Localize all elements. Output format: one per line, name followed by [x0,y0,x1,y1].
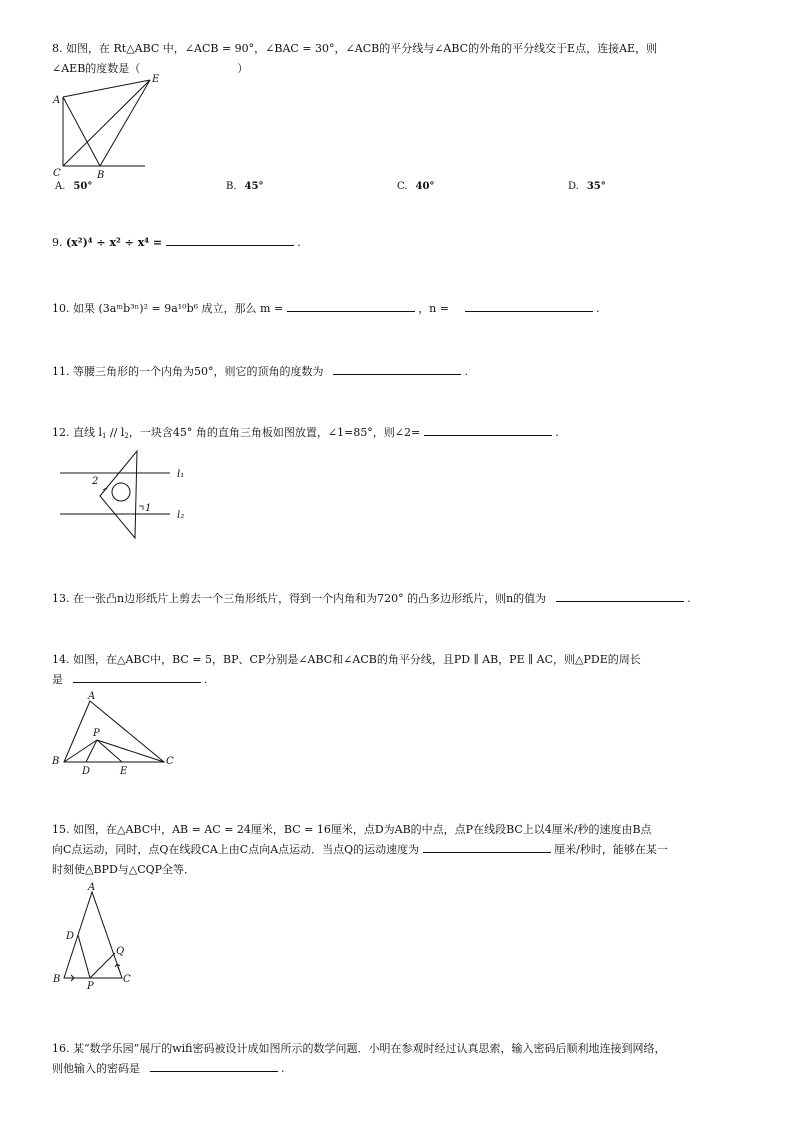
q8-label-b: B [97,170,105,180]
q12-angle1-label: 1 [145,503,152,514]
q9-expression: (x²)⁴ ÷ x² ÷ x⁴ = [66,236,163,249]
q8-choice-b-value: 45° [244,181,264,192]
q8-label-e: E [152,74,160,85]
question-15 [52,820,752,880]
q12-text-c: ，一块含45° 角的直角三角板如图放置，∠1=85°，则∠2= [128,426,421,439]
q15-label-b: B [53,974,61,985]
q11-number: 11. [52,365,70,378]
q8-text-line2: ∠AEB的度数是（ [52,62,141,75]
question-13 [52,589,752,609]
q13-answer-blank[interactable] [556,589,684,602]
q10-m-blank[interactable] [287,299,415,312]
q15-answer-blank[interactable] [423,840,551,853]
q8-choice-c[interactable] [397,181,434,192]
q12-sub2: 2 [124,432,129,440]
q12-sub1: 1 [102,432,107,440]
q14-number: 14. [52,653,70,666]
q8-choice-d[interactable] [568,181,606,192]
q11-text: 等腰三角形的一个内角为50°，则它的顶角的度数为 [73,365,324,378]
q8-label-a: A [53,95,61,106]
q8-text-line1: 如图，在 Rt△ABC 中，∠ACB = 90°，∠BAC = 30°，∠ACB的平分线与∠ABC的外角的平分线交于E点，连接AE，则 [66,42,658,55]
q14-label-e: E [120,766,128,775]
question-11 [52,362,752,382]
q14-text-line2: 是 [52,673,63,686]
q15-label-d: D [66,931,75,942]
q14-label-c: C [166,756,174,767]
q15-number: 15. [52,823,70,836]
question-16 [52,1039,752,1079]
q14-answer-blank[interactable] [73,670,201,683]
q15-text-line1: 如图，在△ABC中，AB = AC = 24厘米，BC = 16厘米，点D为AB的中点，点P在线段BC上以4厘米/秒的速度由B点 [73,823,652,836]
q8-choice-a[interactable] [55,181,92,192]
q12-figure [55,448,195,546]
q15-label-p: P [87,981,94,990]
q15-figure [50,878,140,993]
q10-number: 10. [52,302,70,315]
q10-n-blank[interactable] [465,299,593,312]
q8-choice-c-value: 40° [415,181,435,192]
q10-text: 如果 (3aᵐb³ⁿ)² = 9a¹⁰b⁶ 成立，那么 m = [73,302,284,315]
q12-l1-label: l₁ [177,469,185,480]
question-9 [52,233,752,253]
q16-text-line1: 某“数学乐园”展厅的wifi密码被设计成如图所示的数学问题．小明在参观时经过认真思索，输入密码后顺利地连接到网络， [73,1042,666,1055]
question-12 [52,423,752,446]
q9-answer-blank[interactable] [166,233,294,246]
q13-end: . [687,592,691,605]
q12-number: 12. [52,426,70,439]
q8-choice-a-letter: A. [55,181,66,192]
q15-label-a: A [88,882,96,893]
q8-number: 8. [52,42,63,55]
question-10 [52,299,752,319]
q9-end: . [297,236,301,249]
q10-mid: ，n = [418,302,449,315]
q12-l2-label: l₂ [177,510,185,521]
q12-angle2-label: 2 [92,476,99,487]
q11-answer-blank[interactable] [333,362,461,375]
q8-choice-b[interactable] [226,181,263,192]
q15-label-q: Q [116,946,125,957]
q16-answer-blank[interactable] [150,1059,278,1072]
q11-end: . [464,365,468,378]
q8-choice-a-value: 50° [73,181,93,192]
q14-label-p: P [93,728,100,739]
q16-number: 16. [52,1042,70,1055]
q9-number: 9. [52,236,63,249]
q14-text-line1: 如图，在△ABC中，BC = 5，BP、CP分别是∠ABC和∠ACB的角平分线，且PD ∥ AB，PE ∥ AC，则△PDE的周长 [73,653,641,666]
q12-text-b: // l [106,426,125,439]
q8-answer-blank[interactable] [144,60,234,72]
q8-choice-c-letter: C. [397,181,408,192]
q13-number: 13. [52,592,70,605]
q13-text: 在一张凸n边形纸片上剪去一个三角形纸片，得到一个内角和为720° 的凸多边形纸片，则n的值为 [73,592,547,605]
q15-label-c: C [123,974,131,985]
q12-text-a: 直线 l [73,426,103,439]
q14-label-d: D [82,766,91,775]
q16-text-line2: 则他输入的密码是 [52,1062,140,1075]
q8-choice-b-letter: B. [226,181,237,192]
q16-end: . [281,1062,285,1075]
q15-text-line2b: 厘米/秒时，能够在某一 [554,843,668,856]
q15-text-line2a: 向C点运动，同时，点Q在线段CA上由C点向A点运动．当点Q的运动速度为 [52,843,420,856]
q14-figure [50,690,180,778]
q14-label-a: A [88,691,96,702]
q8-label-c: C [53,168,61,179]
question-14 [52,650,752,690]
q8-choice-d-letter: D. [568,181,579,192]
q12-answer-blank[interactable] [424,423,552,436]
q14-end: . [204,673,208,686]
q8-figure [50,72,162,183]
q8-choice-d-value: 35° [586,181,606,192]
q14-label-b: B [52,756,60,767]
q8-text-line2-end: ） [237,62,249,75]
q10-end: . [596,302,600,315]
q15-text-line3: 时刻使△BPD与△CQP全等． [52,863,196,876]
q12-end: . [555,426,559,439]
